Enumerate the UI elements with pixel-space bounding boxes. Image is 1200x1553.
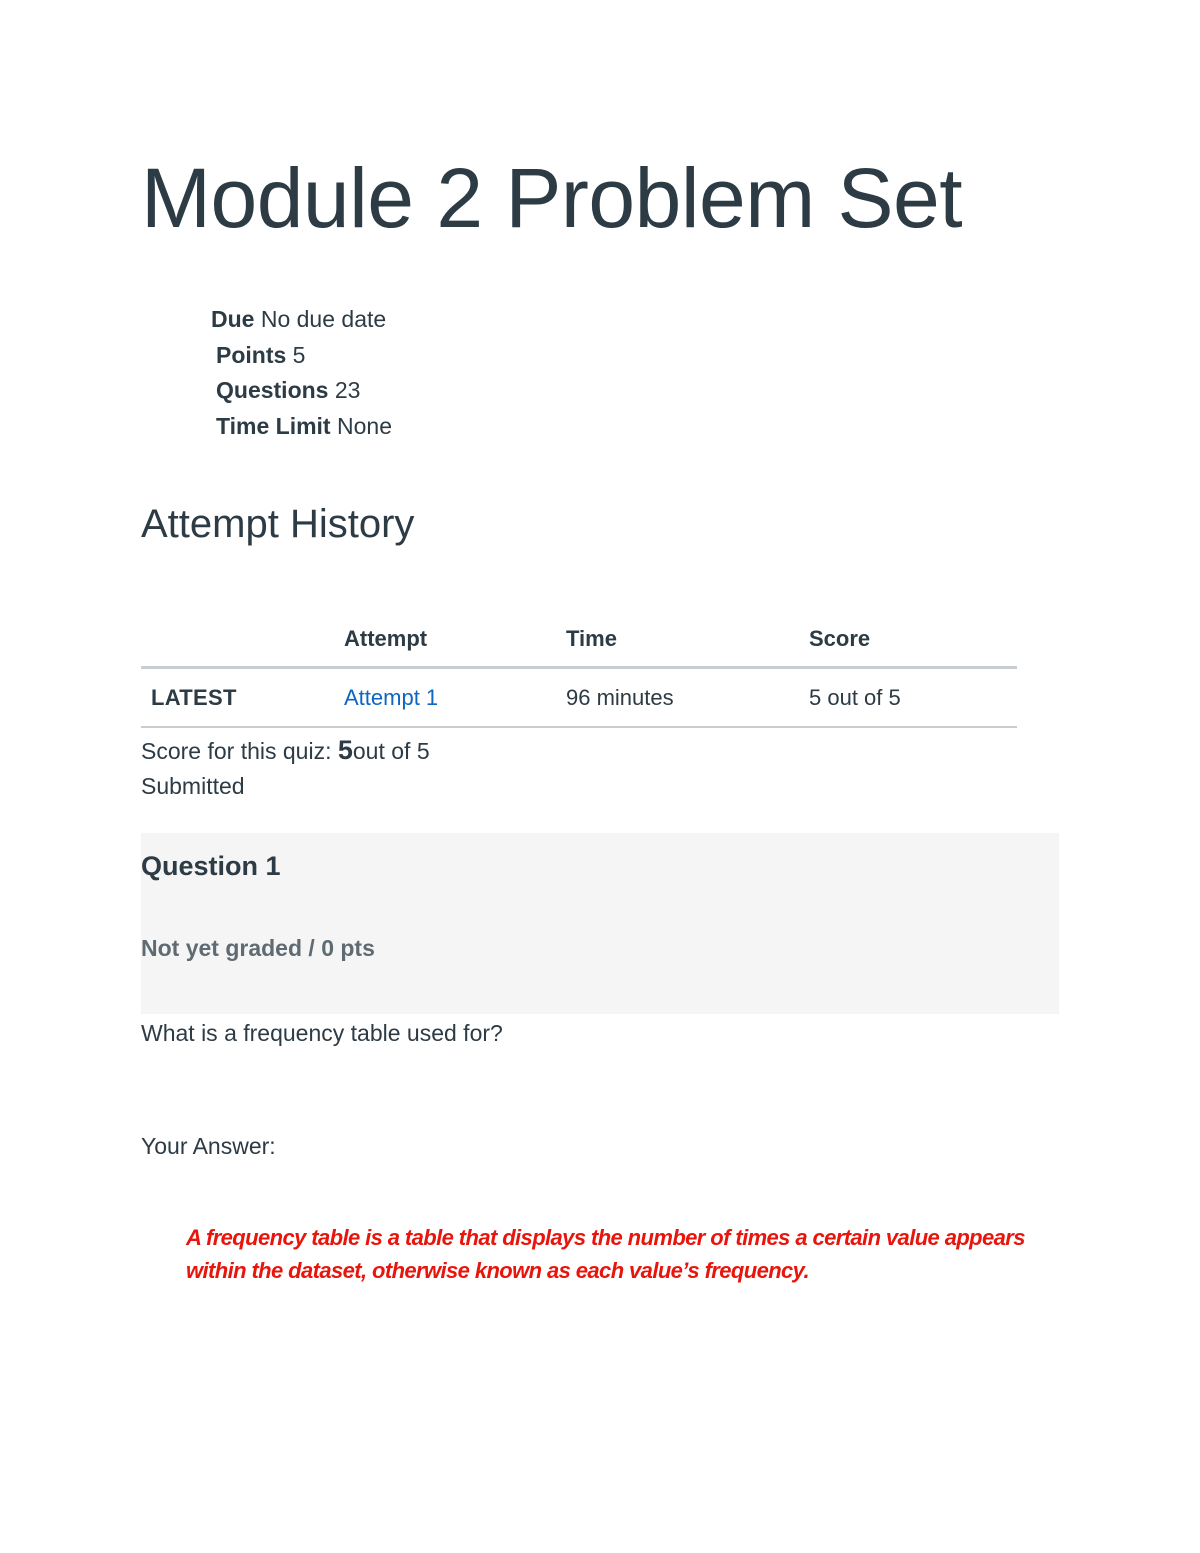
time-limit-label: Time Limit xyxy=(216,412,331,439)
page-title: Module 2 Problem Set xyxy=(141,151,963,245)
column-header-score: Score xyxy=(809,612,1017,668)
answer-label: Your Answer: xyxy=(141,1133,276,1159)
due-value: No due date xyxy=(260,306,387,332)
time-cell: 96 minutes xyxy=(566,668,809,728)
due-row xyxy=(211,302,392,338)
score-suffix: out of 5 xyxy=(352,738,430,764)
due-label: Due xyxy=(211,306,255,332)
answer-text: A frequency table is a table that displays the number of times a certain value appears within the dataset, otherwise known as each value’s frequency. xyxy=(186,1225,1025,1283)
question-header xyxy=(141,833,1059,1014)
table-header-row xyxy=(141,612,1017,668)
submission-status: Submitted xyxy=(141,773,245,799)
attempt-history-title: Attempt History xyxy=(141,502,415,546)
column-header-time: Time xyxy=(566,612,809,668)
latest-label: LATEST xyxy=(141,668,344,728)
questions-value: 23 xyxy=(334,377,361,403)
score-summary xyxy=(141,733,430,804)
time-limit-value: None xyxy=(337,412,392,439)
attempt-cell xyxy=(344,668,566,728)
questions-label: Questions xyxy=(216,377,329,403)
points-row xyxy=(211,338,392,374)
question-title: Question 1 xyxy=(141,851,281,881)
points-label: Points xyxy=(216,341,287,368)
score-line xyxy=(141,733,430,769)
quiz-details xyxy=(211,302,392,444)
column-header-label xyxy=(141,612,344,668)
attempt-history-table xyxy=(141,612,1017,728)
points-value: 5 xyxy=(292,341,306,368)
time-limit-row xyxy=(211,409,392,445)
score-prefix: Score for this quiz: xyxy=(141,738,332,764)
questions-row xyxy=(211,373,392,409)
question-text: What is a frequency table used for? xyxy=(141,1020,503,1046)
table-row xyxy=(141,668,1017,728)
attempt-1-link[interactable]: Attempt 1 xyxy=(344,684,439,710)
question-points: Not yet graded / 0 pts xyxy=(141,935,375,961)
column-header-attempt: Attempt xyxy=(344,612,566,668)
score-cell: 5 out of 5 xyxy=(809,668,1017,728)
score-value: 5 xyxy=(337,735,353,765)
